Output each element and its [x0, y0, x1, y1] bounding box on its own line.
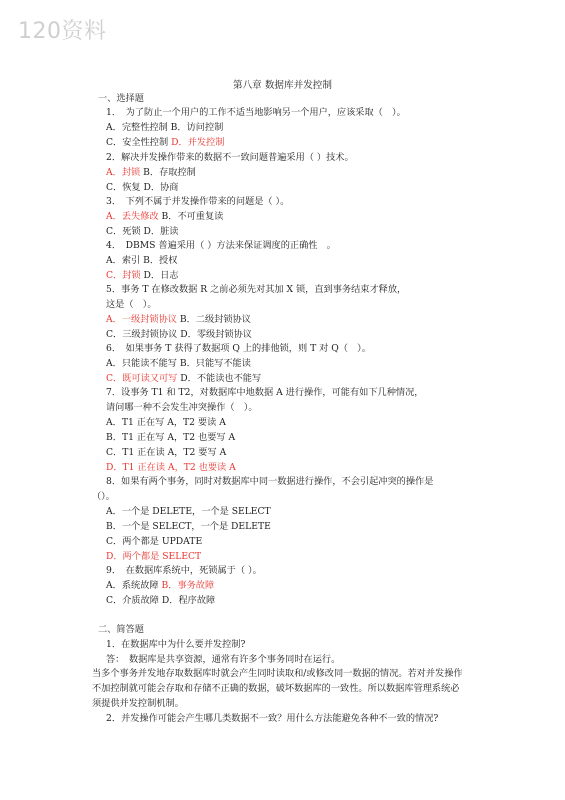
q3-option-b: B．不可重复读 — [158, 211, 224, 222]
q5-option-b: B．二级封锁协议 — [176, 314, 251, 325]
q5-answer-a: A．一级封锁协议 — [106, 314, 177, 325]
question-5-cont: 这是（ ）。 — [106, 299, 157, 310]
q1-options-cd — [106, 137, 224, 149]
watermark-logo: 120资料 — [18, 19, 107, 44]
q6-options-cd — [106, 373, 261, 385]
q9-option-a: A．系统故障 — [106, 580, 159, 591]
section-heading-choice: 一、选择题 — [98, 93, 144, 104]
q7-answer-d: D．T1 正在读 A，T2 也要读 A — [106, 462, 236, 473]
q6-options-ab: A．只能读不能写 B．只能写不能读 — [106, 358, 251, 369]
short-question-1: 1．在数据库中为什么要并发控制? — [106, 639, 246, 650]
question-5: 5．事务 T 在修改数据 R 之前必须先对其加 X 锁，直到事务结束才释放， — [106, 284, 407, 295]
q5-options-cd: C．三级封锁协议 D．零级封锁协议 — [106, 329, 252, 340]
short-question-2: 2．并发操作可能会产生哪几类数据不一致？用什么方法能避免各种不一致的情况? — [106, 713, 439, 724]
q5-options-ab — [106, 314, 251, 326]
q6-answer-c: C．既可读又可写 — [106, 373, 178, 384]
question-1: 1． 为了防止一个用户的工作不适当地影响另一个用户，应该采取（ ）。 — [106, 107, 406, 118]
q4-options-cd — [106, 270, 178, 282]
q3-answer-a: A．丢失修改 — [106, 211, 159, 222]
q3-options-ab — [106, 211, 223, 223]
chapter-title: 第八章 数据库并发控制 — [233, 80, 332, 91]
short-answer-1-intro: 答： 数据库是共享资源，通常有许多个事务同时在运行。 — [106, 654, 341, 665]
question-3: 3． 下列不属于并发操作带来的问题是（ ）。 — [106, 196, 290, 207]
q7-option-c: C．T1 正在读 A，T2 要写 A — [106, 447, 227, 458]
question-9: 9． 在数据库系统中，死锁属于（ ）。 — [106, 565, 262, 576]
q1-options-ab: A．完整性控制 B．访问控制 — [106, 122, 224, 133]
q3-options-cd: C．死锁 D．脏读 — [106, 226, 179, 237]
q4-answer-c: C．封锁 — [106, 270, 141, 281]
q8-option-b: B．一个是 SELECT，一个是 DELETE — [106, 521, 271, 532]
question-8: 8．如果有两个事务，同时对数据库中同一数据进行操作，不会引起冲突的操作是 — [106, 476, 434, 487]
question-8-cont: （）。 — [92, 491, 115, 502]
q6-option-d: D．不能读也不能写 — [177, 373, 262, 384]
q8-answer-d: D．两个都是 SELECT — [106, 551, 202, 562]
q2-option-b: B．存取控制 — [140, 167, 196, 178]
q4-option-d: D．日志 — [140, 270, 179, 281]
q4-options-ab: A．索引 B．授权 — [106, 255, 178, 266]
question-4: 4． DBMS 普遍采用（ ）方法来保证调度的正确性 。 — [106, 240, 336, 251]
q9-options-cd: C．介质故障 D．程序故障 — [106, 595, 216, 606]
q7-option-b: B．T1 正在写 A，T2 也要写 A — [106, 432, 236, 443]
q1-answer-d: D．并发控制 — [171, 137, 225, 148]
question-6: 6． 如果事务 T 获得了数据项 Q 上的排他锁，则 T 对 Q（ ）。 — [106, 343, 371, 354]
q7-option-a: A．T1 正在写 A，T2 要读 A — [106, 417, 226, 428]
q9-options-ab — [106, 580, 214, 592]
q1-option-c: C．安全性控制 — [106, 137, 169, 148]
question-2: 2．解决并发操作带来的数据不一致问题普遍采用（ ）技术。 — [106, 152, 354, 163]
question-7: 7．设事务 T1 和 T2，对数据库中地数据 A 进行操作，可能有如下几种情况， — [106, 387, 424, 398]
q8-option-c: C．两个都是 UPDATE — [106, 536, 203, 547]
q8-option-a: A．一个是 DELETE，一个是 SELECT — [106, 506, 271, 517]
q2-answer-a: A．封锁 — [106, 167, 141, 178]
section-heading-short-answer: 二、简答题 — [98, 624, 144, 635]
q9-answer-b: B．事务故障 — [158, 580, 215, 591]
question-7-cont: 请问哪一种不会发生冲突操作（ ）。 — [106, 402, 258, 413]
q2-options-cd: C．恢复 D．协商 — [106, 182, 179, 193]
q2-options-ab — [106, 167, 196, 179]
short-answer-1-body: 当多个事务并发地存取数据库时就会产生同时读取和/或修改同一数据的情况。若对并发操作不加控制就可能会存取和存储不正确的数据，破坏数据库的一致性。所以数据库管理系统必须提供并发控制机制。 — [92, 668, 463, 709]
